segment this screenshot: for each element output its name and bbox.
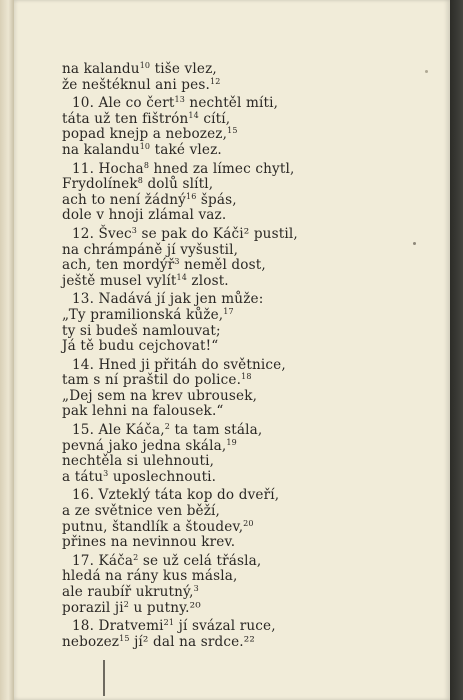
line-text-rest: také vlez. bbox=[150, 141, 222, 158]
line-text: na kalandu bbox=[62, 141, 140, 158]
poem-line bbox=[62, 162, 362, 178]
poem-line bbox=[62, 423, 362, 439]
footnote-marker: 20 bbox=[243, 518, 254, 528]
poem-line bbox=[62, 389, 362, 405]
poem-line bbox=[62, 274, 362, 290]
book-binding bbox=[0, 0, 14, 700]
paper-speck bbox=[413, 242, 416, 245]
footnote-marker: 14 bbox=[176, 272, 187, 282]
line-text: tam s ní praštil do police. bbox=[62, 372, 242, 389]
footnote-marker: 21 bbox=[163, 618, 175, 628]
poem-text bbox=[62, 62, 362, 650]
poem-line bbox=[62, 439, 362, 455]
footnote-marker: 15 bbox=[227, 126, 238, 136]
line-text: a ze světnice ven běží, bbox=[62, 503, 221, 520]
line-text-rest: uposlechnouti. bbox=[108, 468, 217, 485]
line-text: 10. Ale co čert bbox=[72, 95, 175, 112]
poem-line bbox=[62, 554, 362, 570]
line-text: pak lehni na falousek.“ bbox=[62, 403, 224, 420]
line-text: táta už ten fištrón bbox=[62, 110, 189, 127]
footnote-marker: 17 bbox=[223, 306, 234, 316]
footnote-marker: 15 bbox=[119, 633, 130, 643]
line-text: popad knejp a nebozez, bbox=[62, 126, 228, 143]
line-text: porazil ji bbox=[62, 599, 124, 616]
line-text: 13. Nadává jí jak jen může: bbox=[72, 291, 264, 308]
line-text: „Dej sem na krev ubrousek, bbox=[62, 387, 258, 404]
line-text-rest: jí² dal na srdce.²² bbox=[129, 633, 255, 650]
poem-line bbox=[62, 585, 362, 601]
line-text: ty si budeš namlouvat; bbox=[62, 322, 221, 339]
poem-line bbox=[62, 208, 362, 224]
footnote-marker: 14 bbox=[188, 110, 199, 120]
poem-line bbox=[62, 504, 362, 520]
poem-line bbox=[62, 62, 362, 78]
poem-line bbox=[62, 112, 362, 128]
line-text: ach to není žádný bbox=[62, 191, 186, 208]
footnote-marker: 2 bbox=[164, 422, 170, 432]
line-text: 14. Hned ji přitáh do světnice, bbox=[72, 356, 286, 373]
page-edge-shadow bbox=[450, 0, 463, 700]
line-text-rest: špás, bbox=[196, 191, 237, 208]
line-text: na kalandu bbox=[62, 61, 140, 77]
footnote-marker: 8 bbox=[143, 160, 150, 170]
footnote-marker: 8 bbox=[137, 176, 143, 186]
poem-line bbox=[62, 601, 362, 617]
line-text: 16. Vzteklý táta kop do dveří, bbox=[72, 487, 280, 504]
line-text-rest: u putny.²⁰ bbox=[128, 599, 201, 616]
poem-line bbox=[62, 404, 362, 420]
poem-line bbox=[62, 243, 362, 259]
poem-line bbox=[62, 292, 362, 308]
page-marker bbox=[103, 660, 105, 696]
line-text: Frydolínek bbox=[62, 176, 138, 193]
poem-line bbox=[62, 619, 362, 635]
footnote-marker: 19 bbox=[226, 437, 237, 447]
poem-line bbox=[62, 373, 362, 389]
line-text: 15. Ale Káča, bbox=[72, 422, 165, 439]
line-text: Já tě budu cejchovat!“ bbox=[62, 338, 219, 355]
poem-line bbox=[62, 308, 362, 324]
line-text: nebozez bbox=[62, 633, 120, 650]
footnote-marker: 3 bbox=[193, 584, 199, 593]
line-text: a tátu bbox=[62, 468, 104, 485]
line-text-rest: nechtěl míti, bbox=[184, 95, 279, 112]
poem-line bbox=[62, 358, 362, 374]
line-text-rest: tiše vlez, bbox=[150, 61, 217, 77]
line-text: „Ty pramilionská kůže, bbox=[62, 306, 224, 323]
footnote-marker: 10 bbox=[139, 141, 151, 151]
footnote-marker: 2 bbox=[133, 552, 139, 562]
footnote-marker: 3 bbox=[103, 468, 109, 478]
footnote-marker: 16 bbox=[185, 191, 197, 201]
line-text: ale raubíř ukrutný, bbox=[62, 584, 194, 600]
footnote-marker: 12 bbox=[209, 76, 221, 86]
line-text-rest: se už celá třásla, bbox=[138, 552, 262, 569]
poem-line bbox=[62, 78, 362, 94]
line-text: na chrámpáně jí vyšustil, bbox=[62, 241, 239, 258]
line-text-rest: hned za límec chytl, bbox=[149, 160, 295, 177]
line-text: ach, ten mordýř bbox=[62, 257, 175, 274]
line-text-rest: se pak do Káči² pustil, bbox=[137, 225, 298, 242]
line-text: 11. Hocha bbox=[72, 160, 144, 177]
line-text: 12. Švec bbox=[72, 225, 132, 242]
poem-line bbox=[62, 96, 362, 112]
poem-line bbox=[62, 535, 362, 551]
footnote-marker: 18 bbox=[241, 372, 252, 382]
poem-line bbox=[62, 193, 362, 209]
poem-line bbox=[62, 520, 362, 536]
footnote-marker: 3 bbox=[131, 225, 138, 235]
poem-line bbox=[62, 470, 362, 486]
footnote-marker: 2 bbox=[123, 599, 129, 609]
poem-line bbox=[62, 339, 362, 355]
poem-line bbox=[62, 127, 362, 143]
line-text: nechtěla si ulehnouti, bbox=[62, 453, 215, 470]
line-text: přines na nevinnou krev. bbox=[62, 534, 236, 551]
line-text: že neštéknul ani pes. bbox=[62, 76, 210, 93]
line-text-rest: neměl dost, bbox=[179, 257, 266, 274]
line-text-rest: cítí, bbox=[198, 110, 231, 127]
poem-line bbox=[62, 454, 362, 470]
line-text: hledá na rány kus másla, bbox=[62, 568, 238, 585]
poem-line bbox=[62, 569, 362, 585]
poem-line bbox=[62, 258, 362, 274]
footnote-marker: 13 bbox=[174, 95, 185, 105]
poem-line bbox=[62, 324, 362, 340]
line-text-rest: ta tam stála, bbox=[169, 422, 263, 439]
line-text-rest: zlost. bbox=[186, 272, 229, 289]
line-text: 17. Káča bbox=[72, 552, 134, 569]
poem-line bbox=[62, 177, 362, 193]
line-text: dole v hnoji zlámal vaz. bbox=[62, 207, 227, 224]
poem-line bbox=[62, 635, 362, 651]
line-text-rest: jí svázal ruce, bbox=[174, 618, 276, 635]
line-text: 18. Dratvemi bbox=[72, 618, 164, 635]
poem-line bbox=[62, 227, 362, 243]
poem-line bbox=[62, 488, 362, 504]
footnote-marker: 3 bbox=[174, 257, 180, 267]
line-text: putnu, štandlík a štoudev, bbox=[62, 518, 244, 535]
line-text: ještě musel vylít bbox=[62, 272, 177, 289]
paper-speck bbox=[425, 70, 428, 73]
poem-line bbox=[62, 143, 362, 159]
line-text: pevná jako jedna skála, bbox=[62, 437, 227, 454]
line-text-rest: dolů slítl, bbox=[142, 176, 214, 193]
footnote-marker: 10 bbox=[139, 61, 151, 70]
